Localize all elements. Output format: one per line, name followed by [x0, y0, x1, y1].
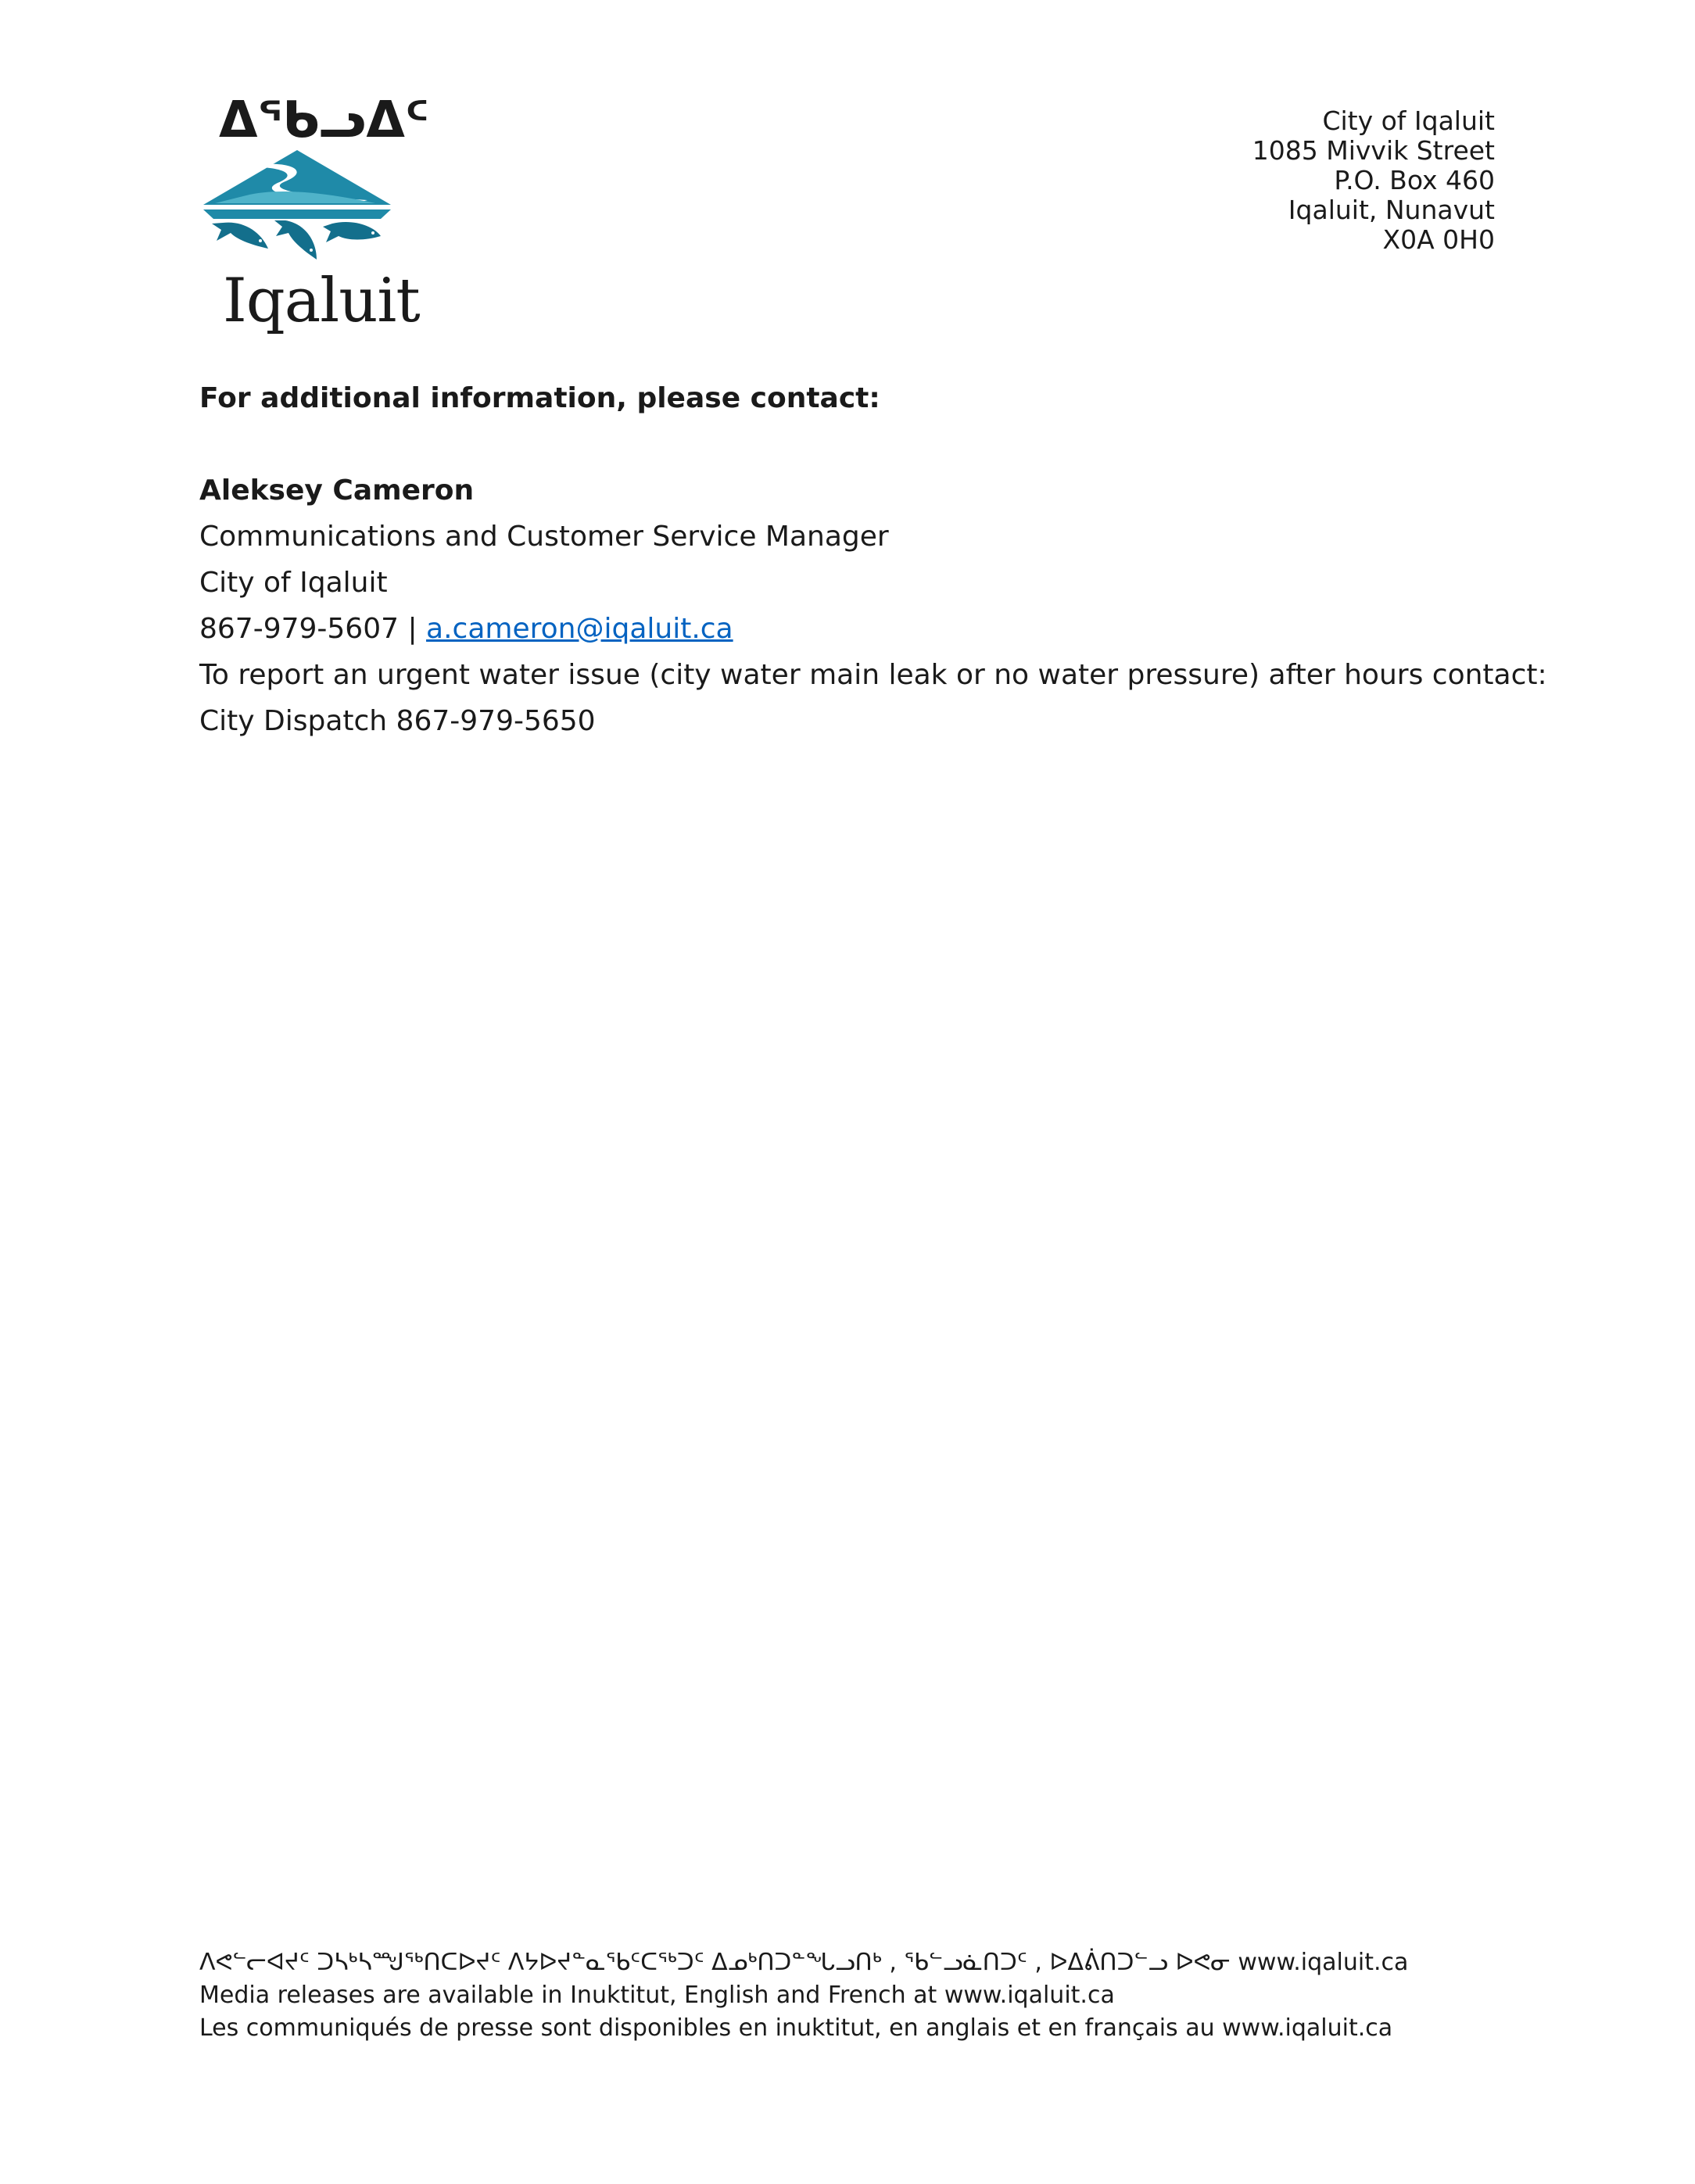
address-line: Iqaluit, Nunavut	[1288, 195, 1495, 225]
contact-name: Aleksey Cameron	[199, 474, 475, 507]
address-line: P.O. Box 460	[1334, 165, 1495, 195]
urgent-water-note: To report an urgent water issue (city water main leak or no water pressure) after hours contact:	[199, 659, 1547, 691]
logo-emblem-icon	[199, 149, 395, 266]
address-line: 1085 Mivvik Street	[1252, 135, 1495, 166]
address-line: X0A 0H0	[1382, 224, 1495, 255]
contact-organization: City of Iqaluit	[199, 567, 388, 599]
contact-title: Communications and Customer Service Manager	[199, 521, 889, 553]
address-line: City of Iqaluit	[1322, 106, 1495, 136]
logo-syllabics: ᐃᖃᓗᐃᑦ	[219, 91, 429, 149]
contact-email-link[interactable]: a.cameron@iqaluit.ca	[426, 613, 733, 645]
footer-notice	[199, 1946, 1408, 2045]
logo-wordmark: Iqaluit	[223, 266, 420, 336]
contact-block	[199, 375, 1547, 744]
footer-inuktitut: ᐱᕙᓪᓕᐊᔪᑦ ᑐᓴᒃᓴᙳᖅᑎᑕᐅᔪᑦ ᐱᔭᐅᔪᓐᓇᖃᑦᑕᖅᑐᑦ ᐃᓄᒃᑎᑐᓐᖓᓗᑎᒃ , ᖃᓪᓗᓈᑎᑐᑦ , ᐅᐃᕖᑎᑐᓪᓗ ᐅᕙᓂ www.iqaluit.ca	[199, 1949, 1409, 1976]
contact-phone: 867-979-5607	[199, 613, 400, 645]
footer-french: Les communiqués de presse sont disponibles en inuktitut, en anglais et en français au www.iqaluit.ca	[199, 2014, 1393, 2042]
contact-heading: For additional information, please contact:	[199, 382, 880, 414]
mailing-address	[1252, 106, 1495, 255]
city-logo	[199, 91, 429, 342]
city-dispatch: City Dispatch 867-979-5650	[199, 705, 596, 737]
separator: |	[399, 613, 427, 645]
footer-english: Media releases are available in Inuktitut, English and French at www.iqaluit.ca	[199, 1982, 1115, 2009]
contact-phone-email-line	[199, 606, 1547, 652]
